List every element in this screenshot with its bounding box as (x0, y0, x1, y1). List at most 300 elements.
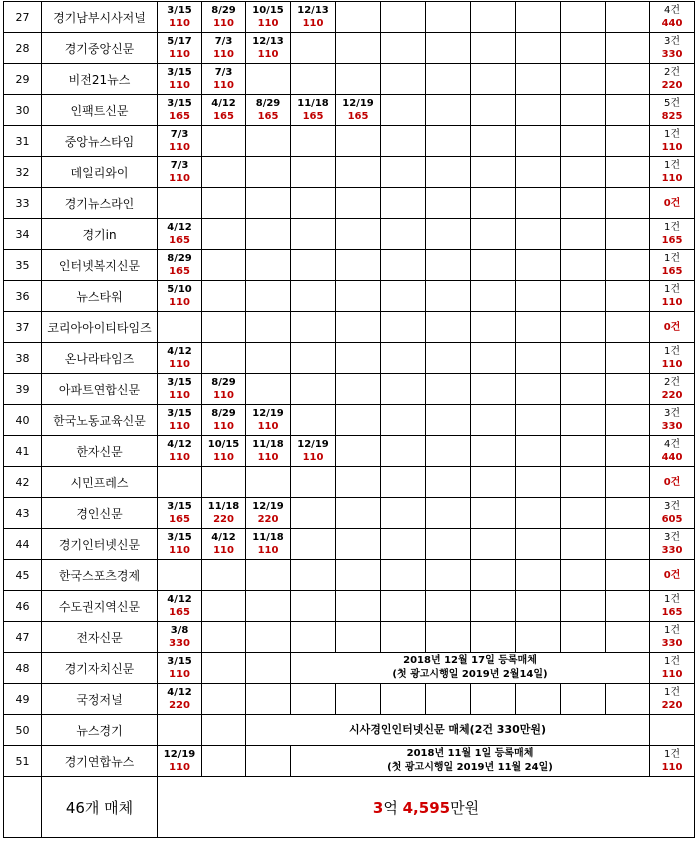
empty-cell (516, 188, 561, 219)
row-number: 27 (4, 2, 42, 33)
row-number: 40 (4, 405, 42, 436)
empty-cell (606, 281, 650, 312)
empty-cell (561, 312, 606, 343)
empty-cell (291, 405, 336, 436)
empty-cell (381, 343, 426, 374)
empty-cell (471, 312, 516, 343)
media-name: 비전21뉴스 (42, 64, 158, 95)
row-number: 42 (4, 467, 42, 498)
total-amount: 440 (661, 452, 683, 463)
ad-date: 12/19 (252, 408, 284, 419)
table-row (4, 95, 695, 126)
empty-cell (516, 622, 561, 653)
empty-cell (561, 560, 606, 591)
ad-date: 12/19 (163, 749, 196, 760)
empty-cell (516, 374, 561, 405)
ad-amount: 110 (169, 762, 190, 773)
ad-count: 1건 (663, 594, 681, 605)
ad-date: 11/18 (252, 532, 284, 543)
ad-amount: 110 (213, 421, 234, 432)
ad-amount: 165 (302, 111, 324, 122)
media-count-total: 46개 매체 (42, 777, 158, 838)
empty-cell (202, 157, 246, 188)
empty-cell (426, 622, 471, 653)
empty-cell (606, 591, 650, 622)
ad-count: 3건 (663, 36, 681, 47)
empty-cell (606, 529, 650, 560)
empty-cell (336, 157, 381, 188)
empty-cell (381, 281, 426, 312)
ad-count: 0건 (663, 476, 681, 488)
ad-amount: 110 (302, 18, 324, 29)
table-row (4, 219, 695, 250)
empty-cell (336, 2, 381, 33)
empty-cell (561, 343, 606, 374)
empty-cell (606, 312, 650, 343)
empty-cell (561, 281, 606, 312)
empty-cell (471, 281, 516, 312)
empty-cell (291, 343, 336, 374)
empty-cell (561, 33, 606, 64)
table-row (4, 746, 695, 777)
table-row (4, 436, 695, 467)
ad-amount: 165 (213, 111, 234, 122)
empty-cell (516, 281, 561, 312)
row-number: 28 (4, 33, 42, 64)
empty-cell (291, 188, 336, 219)
table-row (4, 622, 695, 653)
ad-amount: 110 (213, 80, 234, 91)
empty-cell (336, 188, 381, 219)
ad-entry (158, 529, 202, 560)
empty-cell (246, 250, 291, 281)
empty-cell (202, 126, 246, 157)
empty-cell (246, 312, 291, 343)
ad-amount: 165 (169, 235, 190, 246)
row-total (650, 157, 695, 188)
empty-cell (381, 64, 426, 95)
ad-count: 1건 (663, 222, 681, 233)
ad-entry (291, 95, 336, 126)
empty-cell (291, 529, 336, 560)
ad-date: 12/19 (297, 439, 329, 450)
empty-cell (561, 684, 606, 715)
empty-cell (606, 2, 650, 33)
ad-amount: 110 (169, 49, 190, 60)
media-name: 한자신문 (42, 436, 158, 467)
empty-cell (336, 126, 381, 157)
empty-cell (471, 250, 516, 281)
empty-cell (516, 126, 561, 157)
empty-cell (291, 219, 336, 250)
row-total (650, 95, 695, 126)
ad-amount: 110 (169, 452, 190, 463)
ad-entry (291, 436, 336, 467)
empty-cell (336, 560, 381, 591)
empty-cell (426, 219, 471, 250)
ad-entry (158, 343, 202, 374)
empty-cell (291, 312, 336, 343)
empty-cell (426, 374, 471, 405)
ad-amount: 110 (169, 18, 190, 29)
row-number: 31 (4, 126, 42, 157)
ad-entry (158, 219, 202, 250)
table-row (4, 684, 695, 715)
empty-cell (471, 467, 516, 498)
total-amount: 110 (661, 142, 683, 153)
table-row (4, 405, 695, 436)
empty-cell (158, 312, 202, 343)
ad-amount: 220 (169, 700, 190, 711)
ad-date: 7/3 (170, 160, 189, 171)
empty-cell (291, 498, 336, 529)
empty-cell (158, 188, 202, 219)
empty-cell (561, 64, 606, 95)
empty-cell (336, 405, 381, 436)
total-amount: 110 (661, 762, 683, 773)
ad-date: 4/12 (211, 532, 236, 543)
empty-cell (291, 467, 336, 498)
empty-cell (381, 188, 426, 219)
empty-cell (561, 405, 606, 436)
ad-entry (246, 2, 291, 33)
ad-date: 3/15 (167, 377, 192, 388)
row-number: 50 (4, 715, 42, 746)
row-total (650, 715, 695, 746)
media-name: 한국노동교육신문 (42, 405, 158, 436)
table-row (4, 281, 695, 312)
empty-cell (516, 250, 561, 281)
ad-amount: 110 (213, 545, 234, 556)
ad-date: 5/10 (167, 284, 192, 295)
ad-count: 4건 (663, 439, 681, 450)
media-name: 인터넷복지신문 (42, 250, 158, 281)
empty-cell (336, 529, 381, 560)
row-total (650, 591, 695, 622)
empty-cell (516, 95, 561, 126)
ad-entry (158, 405, 202, 436)
table-row (4, 498, 695, 529)
ad-date: 4/12 (211, 98, 236, 109)
total-amount: 825 (661, 111, 683, 122)
ad-count: 3건 (663, 501, 681, 512)
row-total (650, 467, 695, 498)
ad-count: 1건 (663, 656, 681, 667)
empty-cell (381, 591, 426, 622)
empty-cell (561, 498, 606, 529)
table-row (4, 312, 695, 343)
empty-cell (606, 622, 650, 653)
row-total (650, 33, 695, 64)
ad-date: 4/12 (167, 439, 192, 450)
ad-entry (158, 157, 202, 188)
empty-cell (561, 374, 606, 405)
ad-count: 0건 (663, 197, 681, 209)
empty-cell (561, 250, 606, 281)
empty-cell (561, 2, 606, 33)
ad-date: 3/15 (167, 656, 192, 667)
total-amount: 110 (661, 359, 683, 370)
ad-entry (202, 405, 246, 436)
empty-cell (246, 343, 291, 374)
ad-entry (246, 498, 291, 529)
ad-amount: 110 (169, 669, 190, 680)
media-name: 중앙뉴스타임 (42, 126, 158, 157)
note-line: 2018년 12월 17일 등록매체 (403, 655, 537, 666)
empty-cell (158, 560, 202, 591)
empty-cell (291, 33, 336, 64)
total-amount: 220 (661, 390, 683, 401)
note-line: (첫 광고시행일 2019년 2월14일) (392, 669, 548, 680)
empty-cell (381, 250, 426, 281)
empty-cell (471, 436, 516, 467)
empty-cell (426, 405, 471, 436)
empty-cell (561, 219, 606, 250)
ad-entry (202, 95, 246, 126)
empty-cell (606, 219, 650, 250)
grand-total-part: 3 (372, 798, 384, 817)
total-amount: 110 (661, 173, 683, 184)
ad-date: 12/19 (252, 501, 284, 512)
grand-total-part: 4,595 (402, 798, 451, 817)
empty-cell (381, 374, 426, 405)
empty-cell (426, 157, 471, 188)
table-row (4, 188, 695, 219)
empty-cell (426, 560, 471, 591)
empty-cell (516, 2, 561, 33)
media-name: 온나라타임즈 (42, 343, 158, 374)
ad-entry (158, 250, 202, 281)
empty-cell (471, 126, 516, 157)
ad-date: 4/12 (167, 346, 192, 357)
ad-date: 3/15 (167, 408, 192, 419)
empty-cell (381, 2, 426, 33)
ad-count: 2건 (663, 377, 681, 388)
empty-cell (516, 64, 561, 95)
empty-cell (606, 343, 650, 374)
total-amount: 220 (661, 700, 683, 711)
empty-cell (426, 529, 471, 560)
empty-cell (516, 312, 561, 343)
empty-cell (202, 715, 246, 746)
empty-cell (471, 64, 516, 95)
ad-amount: 220 (257, 514, 279, 525)
summary-blank (4, 777, 42, 838)
empty-cell (291, 281, 336, 312)
media-name: 전자신문 (42, 622, 158, 653)
empty-cell (606, 95, 650, 126)
empty-cell (381, 684, 426, 715)
empty-cell (291, 250, 336, 281)
empty-cell (381, 529, 426, 560)
row-number: 32 (4, 157, 42, 188)
empty-cell (516, 591, 561, 622)
empty-cell (246, 622, 291, 653)
empty-cell (381, 312, 426, 343)
row-total (650, 2, 695, 33)
ad-date: 8/29 (255, 98, 281, 109)
total-amount: 165 (661, 235, 683, 246)
ad-entry (202, 374, 246, 405)
ad-amount: 110 (169, 390, 190, 401)
empty-cell (471, 95, 516, 126)
ad-count: 1건 (663, 625, 681, 636)
row-total (650, 622, 695, 653)
empty-cell (471, 560, 516, 591)
empty-cell (516, 405, 561, 436)
registration-note (291, 653, 650, 684)
empty-cell (426, 188, 471, 219)
row-number: 34 (4, 219, 42, 250)
ad-date: 12/13 (297, 5, 329, 16)
total-amount: 605 (661, 514, 683, 525)
empty-cell (471, 622, 516, 653)
note-line: (첫 광고시행일 2019년 11월 24일) (387, 762, 553, 773)
ad-count: 3건 (663, 408, 681, 419)
ad-entry (202, 498, 246, 529)
media-name: 코리아아이티타임즈 (42, 312, 158, 343)
empty-cell (426, 343, 471, 374)
empty-cell (246, 746, 291, 777)
media-ad-table (3, 1, 695, 838)
empty-cell (246, 64, 291, 95)
empty-cell (561, 467, 606, 498)
empty-cell (336, 436, 381, 467)
media-name: 수도권지역신문 (42, 591, 158, 622)
ad-date: 3/8 (170, 625, 189, 636)
empty-cell (381, 498, 426, 529)
ad-amount: 110 (257, 49, 279, 60)
empty-cell (516, 343, 561, 374)
table-body (4, 2, 695, 838)
empty-cell (202, 312, 246, 343)
row-total (650, 64, 695, 95)
ad-amount: 110 (169, 297, 190, 308)
ad-entry (158, 591, 202, 622)
ad-entry (158, 653, 202, 684)
empty-cell (381, 622, 426, 653)
empty-cell (516, 436, 561, 467)
row-number: 47 (4, 622, 42, 653)
empty-cell (336, 591, 381, 622)
row-total (650, 312, 695, 343)
empty-cell (246, 157, 291, 188)
ad-date: 7/3 (214, 36, 233, 47)
empty-cell (336, 219, 381, 250)
table-row (4, 374, 695, 405)
ad-amount: 330 (169, 638, 190, 649)
ad-entry (158, 436, 202, 467)
row-total (650, 405, 695, 436)
ad-date: 11/18 (252, 439, 284, 450)
empty-cell (336, 622, 381, 653)
empty-cell (561, 95, 606, 126)
ad-count: 1건 (663, 253, 681, 264)
empty-cell (336, 250, 381, 281)
empty-cell (471, 157, 516, 188)
empty-cell (606, 157, 650, 188)
empty-cell (561, 126, 606, 157)
ad-count: 4건 (663, 5, 681, 16)
ad-entry (202, 529, 246, 560)
empty-cell (158, 715, 202, 746)
row-number: 45 (4, 560, 42, 591)
row-number: 48 (4, 653, 42, 684)
ad-entry (158, 64, 202, 95)
row-number: 44 (4, 529, 42, 560)
ad-count: 1건 (663, 129, 681, 140)
ad-date: 5/17 (167, 36, 192, 47)
empty-cell (291, 157, 336, 188)
total-amount: 110 (661, 297, 683, 308)
ad-date: 12/13 (252, 36, 284, 47)
empty-cell (381, 95, 426, 126)
row-number: 39 (4, 374, 42, 405)
empty-cell (516, 684, 561, 715)
ad-amount: 110 (213, 18, 234, 29)
ad-count: 3건 (663, 532, 681, 543)
empty-cell (426, 95, 471, 126)
empty-cell (561, 622, 606, 653)
summary-row (4, 777, 695, 838)
ad-date: 8/29 (211, 5, 236, 16)
ad-date: 3/15 (167, 98, 192, 109)
empty-cell (606, 126, 650, 157)
media-name: 경기연합뉴스 (42, 746, 158, 777)
media-name: 경기인터넷신문 (42, 529, 158, 560)
empty-cell (158, 467, 202, 498)
media-name: 경인신문 (42, 498, 158, 529)
ad-entry (291, 2, 336, 33)
ad-amount: 165 (257, 111, 279, 122)
empty-cell (561, 188, 606, 219)
ad-amount: 110 (213, 390, 234, 401)
row-total (650, 436, 695, 467)
empty-cell (336, 33, 381, 64)
ad-date: 3/15 (167, 501, 192, 512)
ad-date: 8/29 (211, 377, 236, 388)
empty-cell (291, 374, 336, 405)
empty-cell (516, 560, 561, 591)
ad-count: 1건 (663, 284, 681, 295)
row-total (650, 188, 695, 219)
row-number: 30 (4, 95, 42, 126)
empty-cell (606, 33, 650, 64)
empty-cell (291, 126, 336, 157)
ad-entry (246, 529, 291, 560)
row-total (650, 653, 695, 684)
table-row (4, 250, 695, 281)
empty-cell (606, 405, 650, 436)
ad-amount: 110 (302, 452, 324, 463)
ad-date: 12/19 (342, 98, 374, 109)
ad-date: 7/3 (214, 67, 233, 78)
empty-cell (606, 560, 650, 591)
empty-cell (291, 64, 336, 95)
ad-entry (158, 33, 202, 64)
empty-cell (336, 374, 381, 405)
ad-amount: 110 (169, 545, 190, 556)
empty-cell (336, 281, 381, 312)
empty-cell (471, 188, 516, 219)
empty-cell (426, 436, 471, 467)
ad-amount: 110 (257, 18, 279, 29)
empty-cell (516, 219, 561, 250)
media-name: 경기in (42, 219, 158, 250)
ad-count: 0건 (663, 321, 681, 333)
empty-cell (336, 64, 381, 95)
empty-cell (471, 591, 516, 622)
